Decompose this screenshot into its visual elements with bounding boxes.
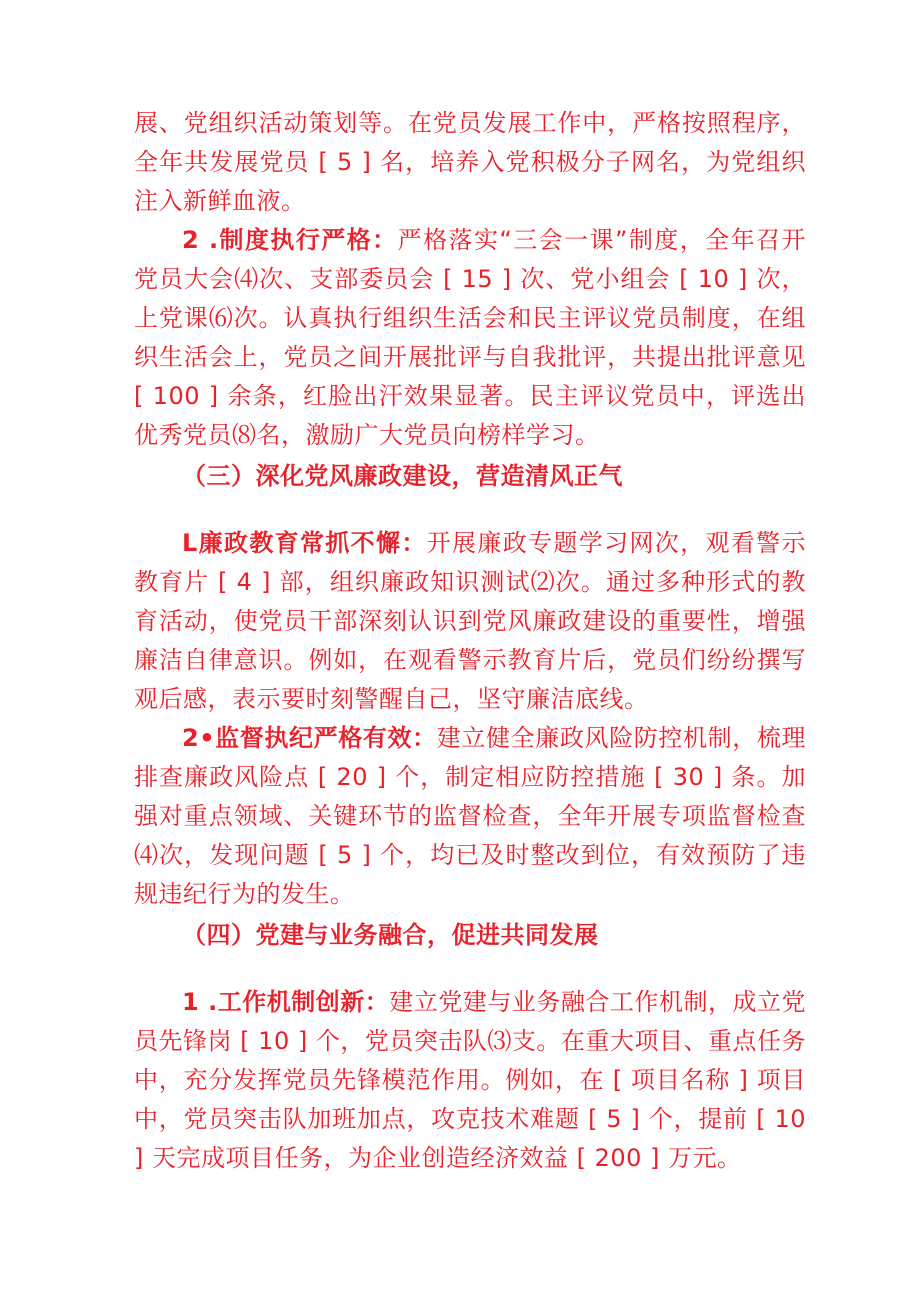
paragraph-system-execution [134, 221, 806, 455]
paragraph-lead: 1 .工作机制创新： [182, 988, 390, 1016]
paragraph-text: 开展廉政专题学习网次，观看警示教育片 [ 4 ] 部，组织廉政知识测试⑵次。通过多种形式的教育活动，使党员干部深刻认识到党风廉政建设的重要性，增强廉洁自律意识。例如，在观看警示教育片后，党员们纷纷撰写观后感，表示要时刻警醒自己，坚守廉洁底线。 [134, 529, 807, 713]
section-heading-3: （三）深化党风廉政建设，营造清风正气 [182, 462, 623, 490]
document-page [134, 104, 806, 1178]
paragraph-work-mechanism [134, 983, 806, 1178]
paragraph-integrity-education [134, 524, 806, 719]
paragraph-text: 建立党建与业务融合工作机制，成立党员先锋岗 [ 10 ] 个，党员突击队⑶支。在重大项目、重点任务中，充分发挥党员先锋模范作用。例如，在 [ 项目名称 ] 项目中，党员突击队加班加点，攻克技术难题 [ 5 ] 个，提前 [ 10 ] 天完成项目任务，为企业创造经济效益 [ 200 ] 万元。 [134, 988, 807, 1172]
paragraph-lead: 2 .制度执行严格： [182, 226, 398, 254]
paragraph-member-development [134, 104, 806, 221]
paragraph-lead: 2•监督执纪严格有效： [182, 724, 437, 752]
paragraph-supervision [134, 719, 806, 914]
paragraph-text: 展、党组织活动策划等。在党员发展工作中，严格按照程序，全年共发展党员 [ 5 ] 名，培养入党积极分子网名，为党组织注入新鲜血液。 [134, 109, 806, 215]
section-heading-4: （四）党建与业务融合，促进共同发展 [182, 921, 599, 949]
paragraph-text: 严格落实“三会一课”制度，全年召开党员大会⑷次、支部委员会 [ 15 ] 次、党小组会 [ 10 ] 次，上党课⑹次。认真执行组织生活会和民主评议党员制度，在组织生活会上，党员之间开展批评与自我批评，共提出批评意见 [ 100 ] 余条，红脸出汗效果显著。民主评议党员中，评选出优秀党员⑻名，激励广大党员向榜样学习。 [134, 226, 807, 449]
paragraph-text: 建立健全廉政风险防控机制，梳理排查廉政风险点 [ 20 ] 个，制定相应防控措施 [ 30 ] 条。加强对重点领域、关键环节的监督检查，全年开展专项监督检查⑷次，发现问题 [ 5 ] 个，均已及时整改到位，有效预防了违规违纪行为的发生。 [134, 724, 807, 908]
paragraph-lead: L廉政教育常抓不懈： [182, 529, 427, 557]
